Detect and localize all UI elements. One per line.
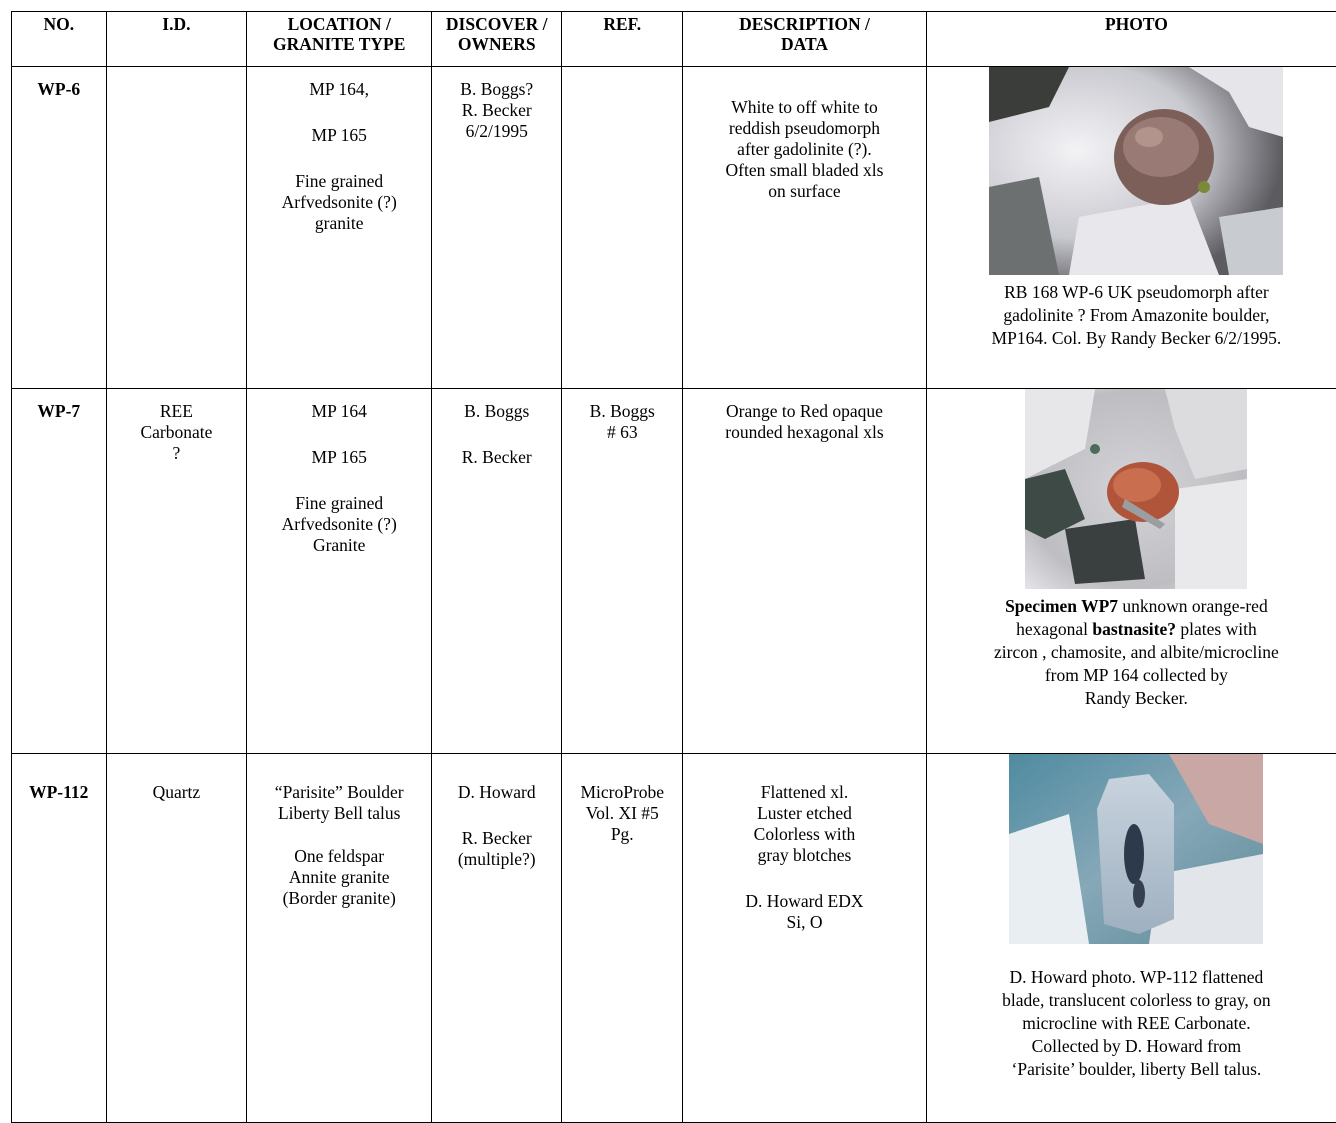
description-line: rounded hexagonal xls <box>687 422 922 443</box>
id-line: ? <box>111 443 243 464</box>
location-line: One feldspar <box>251 846 427 867</box>
ref-line: Vol. XI #5 <box>566 803 678 824</box>
header-discover <box>432 12 562 67</box>
specimen-photo-wp6 <box>989 67 1283 275</box>
caption-line: blade, translucent colorless to gray, on <box>1002 990 1271 1010</box>
id-line: Carbonate <box>111 422 243 443</box>
caption-text: hexagonal <box>1016 619 1092 639</box>
caption-line: D. Howard photo. WP-112 flattened <box>1010 967 1264 987</box>
description-line: after gadolinite (?). <box>687 139 922 160</box>
caption-line: ‘Parisite’ boulder, liberty Bell talus. <box>1012 1059 1262 1079</box>
location-cell <box>247 389 432 754</box>
photo-cell <box>926 67 1336 389</box>
location-line: Annite granite <box>251 867 427 888</box>
discover-line: R. Becker <box>436 828 557 849</box>
header-ref: REF. <box>562 12 683 67</box>
caption-line: from MP 164 collected by <box>1045 665 1228 685</box>
location-line: Fine grained <box>251 493 427 514</box>
location-line: MP 164 <box>251 401 427 422</box>
header-description-line2: DATA <box>781 34 828 54</box>
description-line: gray blotches <box>687 845 922 866</box>
description-line: Orange to Red opaque <box>687 401 922 422</box>
header-discover-line1: DISCOVER / <box>446 14 548 34</box>
specimen-id <box>106 389 247 754</box>
location-cell <box>247 754 432 1123</box>
location-cell <box>247 67 432 389</box>
location-line: Fine grained <box>251 171 427 192</box>
photo-caption <box>929 595 1336 710</box>
discover-line: B. Boggs? <box>436 79 557 100</box>
description-line: Flattened xl. <box>687 782 922 803</box>
location-line: MP 165 <box>251 447 427 468</box>
header-photo: PHOTO <box>926 12 1336 67</box>
location-line: Granite <box>251 535 427 556</box>
discover-line: 6/2/1995 <box>436 121 557 142</box>
discover-line: D. Howard <box>436 782 557 803</box>
description-cell <box>683 754 927 1123</box>
description-line: Si, O <box>687 912 922 933</box>
description-line: reddish pseudomorph <box>687 118 922 139</box>
location-line: MP 165 <box>251 125 427 146</box>
header-row <box>12 12 1336 67</box>
caption-line: gadolinite ? From Amazonite boulder, <box>1003 305 1269 325</box>
photo-cell <box>926 754 1336 1123</box>
specimen-id: Quartz <box>106 754 247 1123</box>
header-location-line1: LOCATION / <box>288 14 391 34</box>
description-line: White to off white to <box>687 97 922 118</box>
caption-bold: Specimen WP7 <box>1005 596 1118 616</box>
discover-line: R. Becker <box>436 100 557 121</box>
location-line: Arfvedsonite (?) <box>251 192 427 213</box>
caption-line: zircon , chamosite, and albite/microcline <box>994 642 1279 662</box>
photo-cell <box>926 389 1336 754</box>
header-description-line1: DESCRIPTION / <box>739 14 870 34</box>
ref-line: B. Boggs <box>566 401 678 422</box>
caption-bold: bastnasite? <box>1092 619 1176 639</box>
table-row <box>12 754 1336 1123</box>
photo-caption <box>929 966 1336 1081</box>
location-line: Liberty Bell talus <box>251 803 427 824</box>
specimen-number: WP-112 <box>12 754 107 1123</box>
table-row <box>12 389 1336 754</box>
description-line: Often small bladed xls <box>687 160 922 181</box>
description-line: Colorless with <box>687 824 922 845</box>
ref-line: Pg. <box>566 824 678 845</box>
specimen-number: WP-7 <box>12 389 107 754</box>
caption-text: plates with <box>1176 619 1257 639</box>
location-line: (Border granite) <box>251 888 427 909</box>
discover-line: B. Boggs <box>436 401 557 422</box>
caption-text: unknown orange-red <box>1118 596 1268 616</box>
description-line: Luster etched <box>687 803 922 824</box>
header-id: I.D. <box>106 12 247 67</box>
caption-line: Randy Becker. <box>1085 688 1188 708</box>
photo-caption <box>929 281 1336 350</box>
description-cell <box>683 389 927 754</box>
ref-cell <box>562 389 683 754</box>
ref-line: MicroProbe <box>566 782 678 803</box>
ref-line: # 63 <box>566 422 678 443</box>
caption-line: microcline with REE Carbonate. <box>1022 1013 1250 1033</box>
description-cell <box>683 67 927 389</box>
id-line: REE <box>111 401 243 422</box>
caption-line: RB 168 WP-6 UK pseudomorph after <box>1004 282 1269 302</box>
specimen-id <box>106 67 247 389</box>
header-location <box>247 12 432 67</box>
caption-line: MP164. Col. By Randy Becker 6/2/1995. <box>992 328 1282 348</box>
discover-cell <box>432 389 562 754</box>
ref-cell <box>562 67 683 389</box>
discover-line: (multiple?) <box>436 849 557 870</box>
location-line: Arfvedsonite (?) <box>251 514 427 535</box>
specimen-table <box>11 11 1336 1123</box>
discover-line: R. Becker <box>436 447 557 468</box>
table-row <box>12 67 1336 389</box>
description-line: on surface <box>687 181 922 202</box>
header-description <box>683 12 927 67</box>
discover-cell <box>432 754 562 1123</box>
description-line: D. Howard EDX <box>687 891 922 912</box>
specimen-photo-wp112 <box>1009 754 1263 944</box>
location-line: granite <box>251 213 427 234</box>
location-line: “Parisite” Boulder <box>251 782 427 803</box>
discover-cell <box>432 67 562 389</box>
specimen-number: WP-6 <box>12 67 107 389</box>
header-discover-line2: OWNERS <box>458 34 536 54</box>
specimen-photo-wp7 <box>1025 389 1247 589</box>
caption-line: Collected by D. Howard from <box>1032 1036 1241 1056</box>
ref-cell <box>562 754 683 1123</box>
header-no: NO. <box>12 12 107 67</box>
location-line: MP 164, <box>251 79 427 100</box>
header-location-line2: GRANITE TYPE <box>273 34 405 54</box>
